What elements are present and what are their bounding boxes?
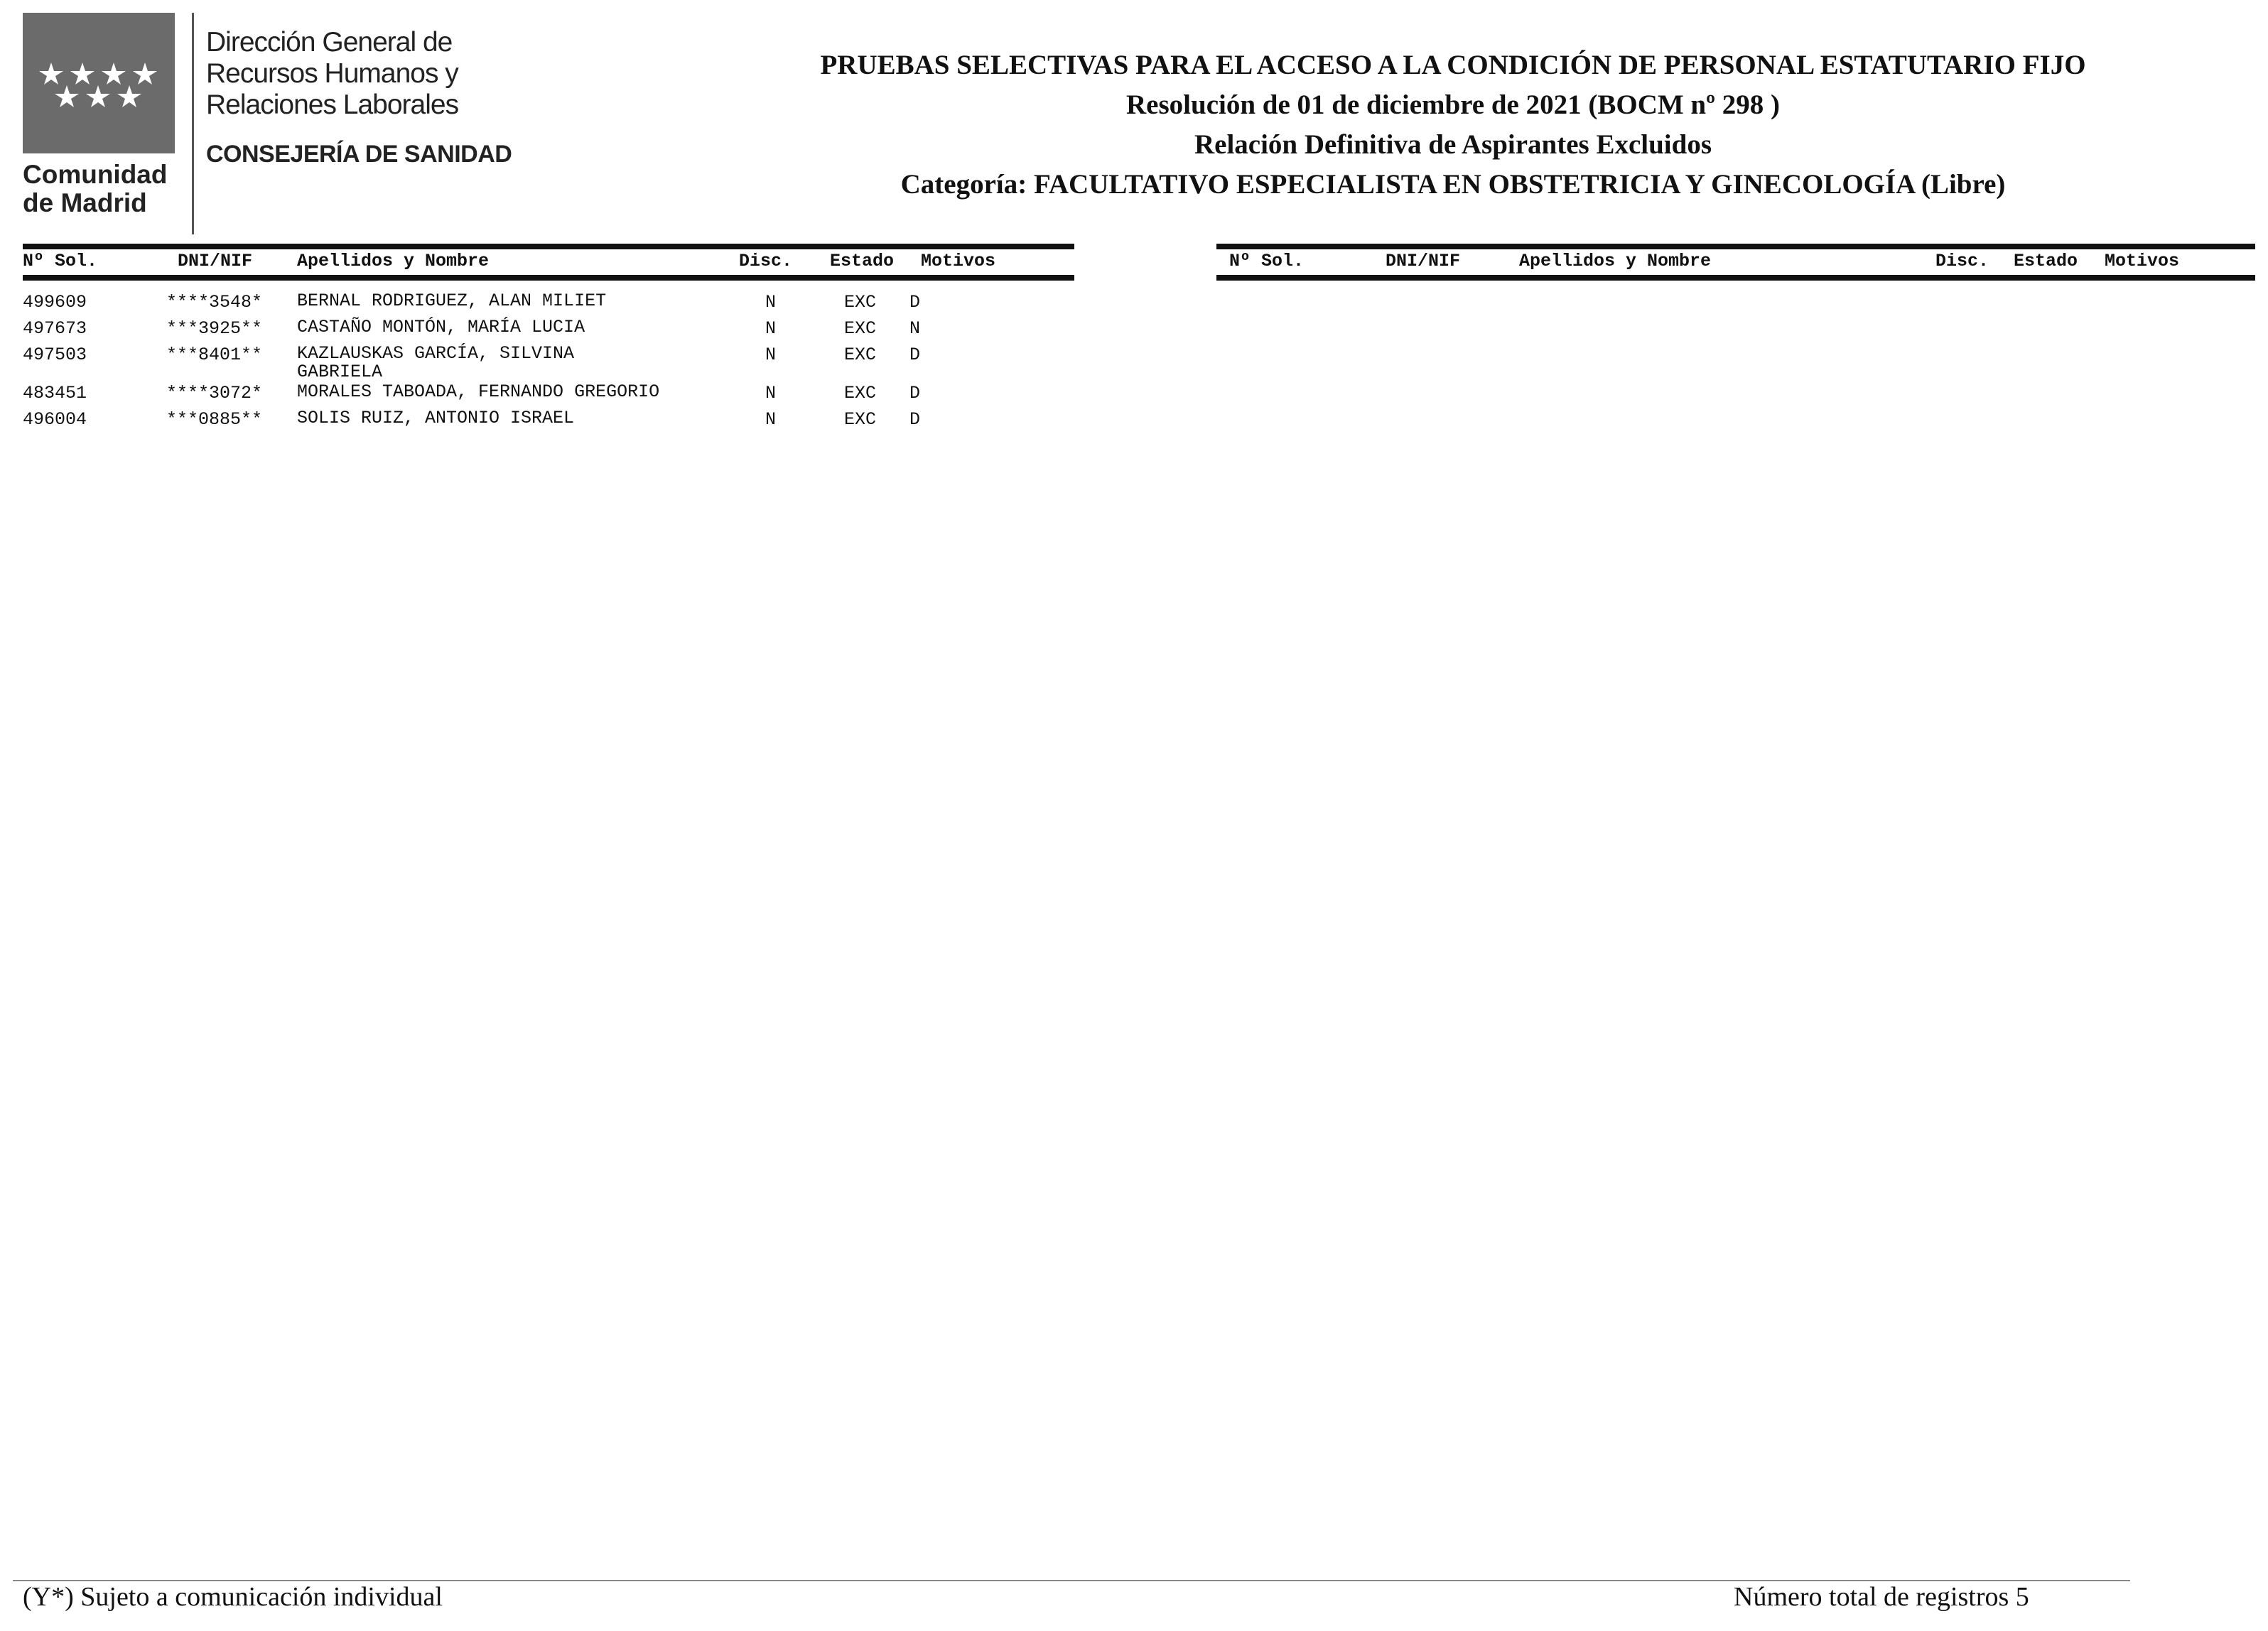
- header-rule-bottom: [23, 275, 1074, 281]
- cell-dni: ***0885**: [166, 409, 263, 430]
- logo-divider: [192, 13, 194, 234]
- col-header-disc: Disc.: [1935, 251, 1989, 271]
- header-rule-top: [23, 244, 1074, 249]
- cell-dni: ****3072*: [166, 383, 263, 403]
- col-header-dni: DNI/NIF: [178, 251, 253, 271]
- cell-name: KAZLAUSKAS GARCÍA, SILVINA GABRIELA: [297, 343, 575, 382]
- cell-disc: N: [765, 383, 777, 403]
- department-line: Dirección General de: [206, 27, 453, 58]
- cell-sol: 497503: [23, 345, 87, 365]
- cell-name: MORALES TABOADA, FERNANDO GREGORIO: [297, 381, 660, 402]
- table-header: [23, 249, 1074, 273]
- col-header-dni: DNI/NIF: [1386, 251, 1461, 271]
- cell-dni: ****3548*: [166, 292, 263, 313]
- logo-caption-line: Comunidad: [23, 160, 168, 189]
- cell-name: SOLIS RUIZ, ANTONIO ISRAEL: [297, 408, 575, 428]
- consejeria-name: CONSEJERÍA DE SANIDAD: [206, 141, 512, 168]
- stars-icon: [23, 13, 175, 153]
- title-line-2: Resolución de 01 de diciembre de 2021 (BOCM nº 298 ): [1126, 90, 1780, 120]
- cell-motivos: D: [909, 345, 921, 365]
- logo-caption: [23, 161, 186, 217]
- col-header-disc: Disc.: [739, 251, 793, 271]
- cell-disc: N: [765, 345, 777, 365]
- cell-sol: 499609: [23, 292, 87, 313]
- col-header-motivos: Motivos: [2105, 251, 2180, 271]
- col-header-motivos: Motivos: [921, 251, 996, 271]
- header-rule-bottom: [1216, 275, 2255, 281]
- cell-sol: 496004: [23, 409, 87, 430]
- cell-estado: EXC: [844, 345, 877, 365]
- total-records: Número total de registros 5: [1734, 1582, 2029, 1612]
- footer-note: (Y*) Sujeto a comunicación individual: [23, 1582, 443, 1612]
- cell-dni: ***3925**: [166, 318, 263, 339]
- table-row: [23, 343, 1074, 381]
- comunidad-madrid-stars-logo: [23, 13, 175, 153]
- col-header-sol: Nº Sol.: [1229, 251, 1305, 271]
- department-line: Recursos Humanos y: [206, 58, 458, 89]
- department-line: Relaciones Laborales: [206, 90, 459, 120]
- cell-name: CASTAÑO MONTÓN, MARÍA LUCIA: [297, 317, 585, 337]
- cell-motivos: D: [909, 292, 921, 313]
- cell-sol: 483451: [23, 383, 87, 403]
- title-line-4: Categoría: FACULTATIVO ESPECIALISTA EN OBSTETRICIA Y GINECOLOGÍA (Libre): [900, 169, 2006, 200]
- cell-motivos: D: [909, 409, 921, 430]
- col-header-estado: Estado: [2014, 251, 2078, 271]
- cell-dni: ***8401**: [166, 345, 263, 365]
- cell-disc: N: [765, 292, 777, 313]
- cell-sol: 497673: [23, 318, 87, 339]
- table-row: [23, 291, 1074, 317]
- col-header-name: Apellidos y Nombre: [297, 251, 490, 271]
- cell-estado: EXC: [844, 318, 877, 339]
- col-header-name: Apellidos y Nombre: [1519, 251, 1712, 271]
- cell-estado: EXC: [844, 292, 877, 313]
- table-row: [23, 381, 1074, 408]
- logo-caption-line: de Madrid: [23, 188, 147, 217]
- cell-motivos: D: [909, 383, 921, 403]
- cell-estado: EXC: [844, 383, 877, 403]
- title-line-1: PRUEBAS SELECTIVAS PARA EL ACCESO A LA CONDICIÓN DE PERSONAL ESTATUTARIO FIJO: [820, 50, 2086, 80]
- table-body: [23, 291, 1074, 434]
- cell-name: BERNAL RODRIGUEZ, ALAN MILIET: [297, 291, 607, 311]
- title-line-3: Relación Definitiva de Aspirantes Excluidos: [1194, 129, 1712, 160]
- col-header-sol: Nº Sol.: [23, 251, 98, 271]
- excluded-table-right: [1216, 244, 2255, 281]
- table-row: [23, 408, 1074, 434]
- cell-disc: N: [765, 409, 777, 430]
- department-name: [206, 27, 604, 121]
- table-row: [23, 317, 1074, 343]
- table-header: [1216, 249, 2255, 273]
- cell-motivos: N: [909, 318, 921, 339]
- col-header-estado: Estado: [830, 251, 895, 271]
- document-title: [753, 45, 2153, 205]
- excluded-table-left: [23, 244, 1074, 434]
- cell-estado: EXC: [844, 409, 877, 430]
- header-rule-top: [1216, 244, 2255, 249]
- cell-disc: N: [765, 318, 777, 339]
